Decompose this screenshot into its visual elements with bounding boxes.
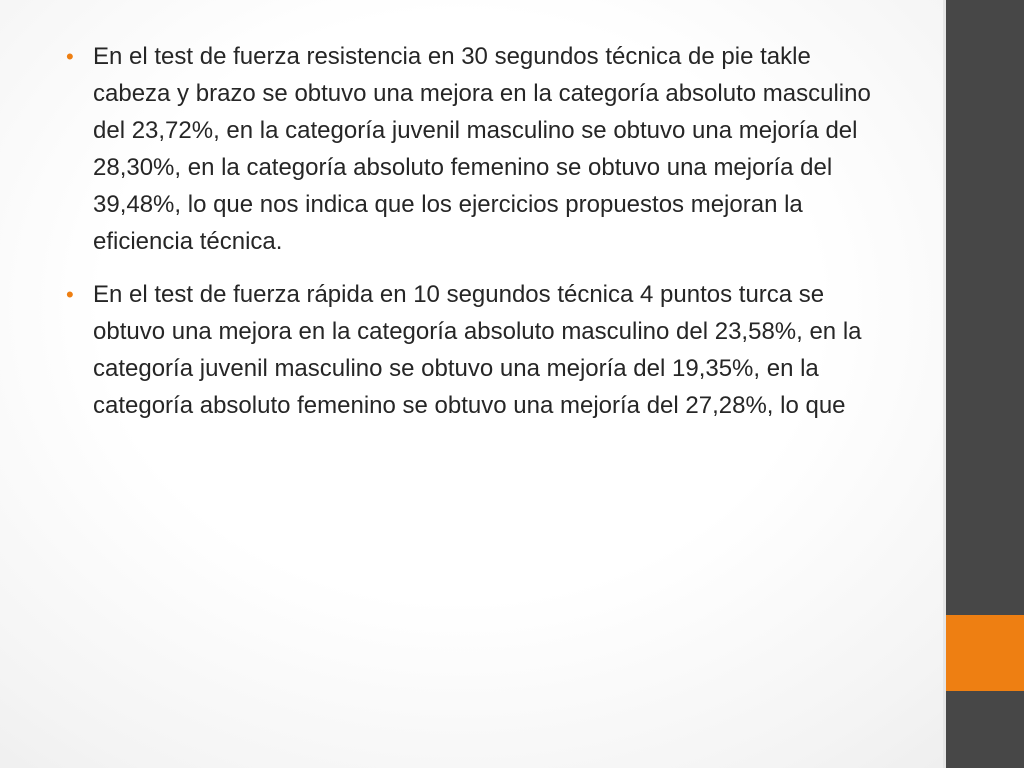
bullet-dot-icon: •: [66, 44, 74, 69]
bullet-item-1: [66, 38, 876, 260]
bullet-dot-icon: •: [66, 282, 74, 307]
side-bar-accent-block: [946, 615, 1024, 691]
bullet-text-2: En el test de fuerza rápida en 10 segundos técnica 4 puntos turca se obtuvo una mejora en la categoría absoluto masculino del 23,58%, en la categoría juvenil masculino se obtuvo una mejoría del 19,35%, en la categoría absoluto femenino se obtuvo una mejoría del 27,28%, lo que: [93, 281, 862, 419]
bullet-list: [66, 38, 876, 440]
bullet-item-2: [66, 276, 876, 424]
bullet-text-1: En el test de fuerza resistencia en 30 segundos técnica de pie takle cabeza y brazo se obtuvo una mejora en la categoría absoluto masculino del 23,72%, en la categoría juvenil masculino se obtuvo una mejoría del 28,30%, en la categoría absoluto femenino se obtuvo una mejoría del 39,48%, lo que nos indica que los ejercicios propuestos mejoran la eficiencia técnica.: [93, 43, 871, 255]
